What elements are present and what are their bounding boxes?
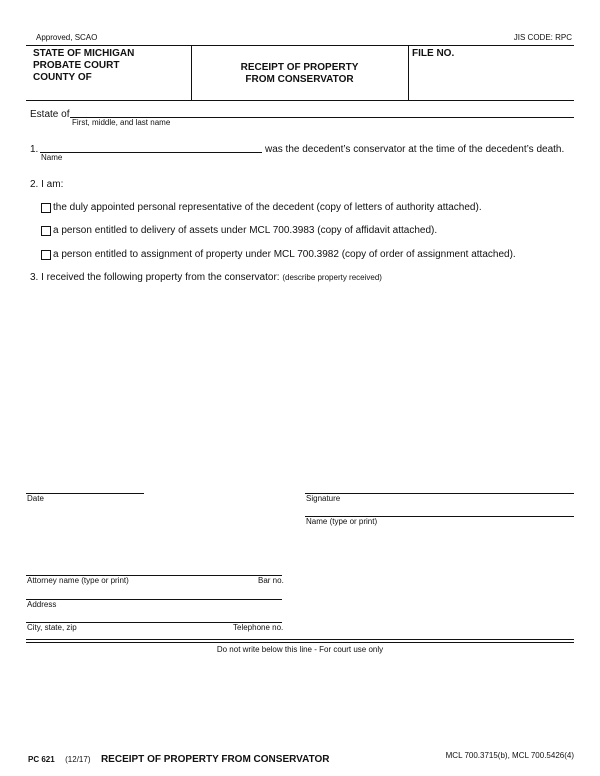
- name-sublabel: Name: [41, 153, 63, 162]
- header-top-border: [26, 45, 574, 46]
- signer-name-label: Name (type or print): [306, 517, 378, 526]
- option-assignment-of-property-checkbox[interactable]: [41, 250, 51, 260]
- file-no-field[interactable]: [412, 60, 572, 96]
- item2-label: 2. I am:: [30, 179, 64, 190]
- estate-label: Estate of: [30, 109, 70, 120]
- address-label: Address: [27, 600, 57, 609]
- signature-label: Signature: [306, 494, 341, 503]
- item3-note: (describe property received): [282, 273, 382, 282]
- footer-revision: (12/17): [65, 755, 91, 764]
- item3-label: [30, 272, 382, 283]
- estate-sublabel: First, middle, and last name: [72, 118, 171, 127]
- form-title: [191, 62, 408, 86]
- county-field[interactable]: [92, 60, 188, 76]
- option-assignment-of-property-text: a person entitled to assignment of property under MCL 700.3982 (copy of order of assignment attached).: [53, 249, 516, 260]
- court-name: PROBATE COURT: [33, 60, 120, 71]
- bar-no-label: Bar no.: [258, 576, 284, 585]
- telephone-label: Telephone no.: [233, 623, 284, 632]
- header-divider-right: [408, 45, 409, 100]
- footer-form-id: [28, 749, 330, 767]
- footer-title: RECEIPT OF PROPERTY FROM CONSERVATOR: [100, 754, 330, 765]
- conservator-name-field[interactable]: [40, 152, 262, 153]
- court-use-divider-bottom: [26, 642, 574, 643]
- footer-statutes: MCL 700.3715(b), MCL 700.5426(4): [445, 751, 574, 760]
- form-title-line-1: RECEIPT OF PROPERTY: [240, 62, 359, 73]
- option-delivery-of-assets-text: a person entitled to delivery of assets under MCL 700.3983 (copy of affidavit attached).: [53, 225, 438, 236]
- item1-number: 1.: [30, 144, 39, 155]
- option-personal-representative-checkbox[interactable]: [41, 203, 51, 213]
- header-bottom-border: [26, 100, 574, 101]
- item1-text: was the decedent’s conservator at the time of the decedent’s death.: [265, 144, 565, 155]
- court-use-notice: Do not write below this line - For court use only: [216, 645, 384, 654]
- attorney-name-label: Attorney name (type or print): [27, 576, 129, 585]
- item3-label-text: 3. I received the following property from the conservator:: [30, 272, 280, 283]
- address-field[interactable]: [26, 599, 282, 600]
- form-title-line-2: FROM CONSERVATOR: [245, 74, 354, 85]
- option-delivery-of-assets-checkbox[interactable]: [41, 226, 51, 236]
- date-label: Date: [27, 494, 44, 503]
- file-no-label: FILE NO.: [412, 48, 455, 59]
- court-county: COUNTY OF: [33, 72, 92, 83]
- court-use-divider-top: [26, 639, 574, 640]
- property-description-field[interactable]: [30, 288, 574, 484]
- court-state: STATE OF MICHIGAN: [33, 48, 135, 59]
- footer-form-no: PC 621: [28, 755, 55, 764]
- city-state-zip-label: City, state, zip: [27, 623, 77, 632]
- jis-code: JIS CODE: RPC: [513, 33, 572, 42]
- signature-field[interactable]: [305, 493, 574, 494]
- approved-label: Approved, SCAO: [36, 33, 98, 42]
- option-personal-representative-text: the duly appointed personal representative of the decedent (copy of letters of authority attached).: [53, 202, 482, 213]
